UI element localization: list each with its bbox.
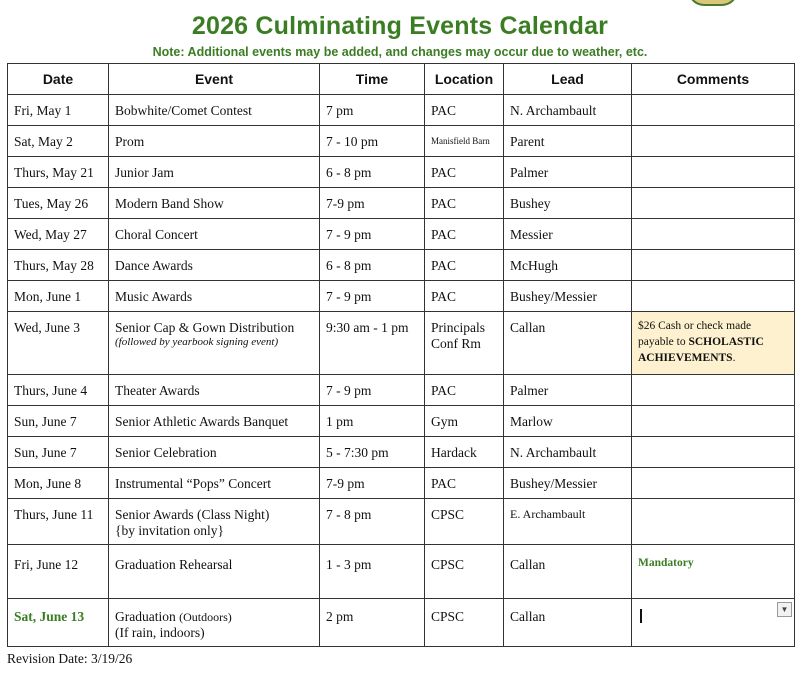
cell-date[interactable]: Fri, June 12 [8, 545, 109, 599]
cell-time[interactable]: 7 - 8 pm [320, 499, 425, 545]
header-event: Event [109, 64, 320, 95]
cell-lead[interactable]: Palmer [504, 157, 632, 188]
event-note: (followed by yearbook signing event) [115, 336, 279, 348]
cell-date[interactable]: Sat, June 13 [8, 599, 109, 647]
cell-date[interactable]: Mon, June 8 [8, 468, 109, 499]
cell-location[interactable]: CPSC [425, 545, 504, 599]
dropdown-arrow-icon[interactable]: ▼ [777, 602, 792, 617]
cell-date[interactable]: Sun, June 7 [8, 437, 109, 468]
table-row [8, 468, 795, 499]
table-row [8, 545, 795, 599]
cell-comments[interactable] [632, 375, 795, 406]
cell-location[interactable]: PAC [425, 219, 504, 250]
cell-event[interactable] [109, 312, 320, 375]
cell-event[interactable]: Music Awards [109, 281, 320, 312]
cell-event[interactable]: Senior Celebration [109, 437, 320, 468]
cell-lead[interactable]: Palmer [504, 375, 632, 406]
cell-date[interactable]: Sat, May 2 [8, 126, 109, 157]
cell-event[interactable]: Senior Athletic Awards Banquet [109, 406, 320, 437]
table-row [8, 312, 795, 375]
cell-date[interactable]: Wed, May 27 [8, 219, 109, 250]
table-row [8, 406, 795, 437]
cell-event[interactable]: Theater Awards [109, 375, 320, 406]
cell-location[interactable]: PAC [425, 281, 504, 312]
cell-time[interactable]: 7 - 9 pm [320, 281, 425, 312]
cell-event[interactable]: Graduation Rehearsal [109, 545, 320, 599]
cell-time[interactable]: 5 - 7:30 pm [320, 437, 425, 468]
cell-comments-mandatory[interactable]: Mandatory [632, 545, 795, 599]
cell-time[interactable]: 7 - 9 pm [320, 375, 425, 406]
cell-location[interactable]: PAC [425, 157, 504, 188]
cell-location[interactable]: Gym [425, 406, 504, 437]
cell-event[interactable]: Modern Band Show [109, 188, 320, 219]
cell-event[interactable]: Choral Concert [109, 219, 320, 250]
page-title: 2026 Culminating Events Calendar [191, 12, 609, 40]
cell-comments[interactable] [632, 437, 795, 468]
cell-location[interactable]: Hardack [425, 437, 504, 468]
cell-location[interactable]: CPSC [425, 499, 504, 545]
cell-comments[interactable] [632, 188, 795, 219]
cell-time[interactable]: 7-9 pm [320, 468, 425, 499]
cell-date[interactable]: Thurs, May 28 [8, 250, 109, 281]
cell-time[interactable]: 7-9 pm [320, 188, 425, 219]
cell-date[interactable]: Fri, May 1 [8, 95, 109, 126]
cell-event[interactable]: Bobwhite/Comet Contest [109, 95, 320, 126]
cell-date[interactable]: Thurs, May 21 [8, 157, 109, 188]
header-location: Location [425, 64, 504, 95]
cell-location[interactable]: PAC [425, 375, 504, 406]
comment-text: $26 Cash or check made payable to [638, 320, 752, 348]
cell-lead[interactable]: Bushey/Messier [504, 281, 632, 312]
cell-comments[interactable] [632, 219, 795, 250]
table-row [8, 375, 795, 406]
cell-lead[interactable]: Callan [504, 599, 632, 647]
event-paren: (Outdoors) [179, 610, 232, 624]
cell-lead[interactable]: Messier [504, 219, 632, 250]
table-header-row [8, 64, 795, 95]
cell-location[interactable]: PAC [425, 95, 504, 126]
cell-event[interactable] [109, 499, 320, 545]
table-row [8, 499, 795, 545]
comment-payee: SCHOLASTIC ACHIEVEMENTS [638, 336, 764, 364]
cell-time[interactable]: 1 pm [320, 406, 425, 437]
cell-event[interactable]: Junior Jam [109, 157, 320, 188]
cell-comments[interactable] [632, 281, 795, 312]
cell-lead[interactable]: Callan [504, 312, 632, 375]
cell-comments[interactable] [632, 250, 795, 281]
header-comments: Comments [632, 64, 795, 95]
cell-comments-active[interactable] [632, 599, 795, 647]
cell-comments[interactable] [632, 312, 795, 375]
header-date: Date [8, 64, 109, 95]
cell-time[interactable]: 2 pm [320, 599, 425, 647]
cell-date[interactable]: Sun, June 7 [8, 406, 109, 437]
cell-lead[interactable]: Callan [504, 545, 632, 599]
cell-lead[interactable]: E. Archambault [504, 499, 632, 545]
cell-lead[interactable]: McHugh [504, 250, 632, 281]
note-text: Note: Additional events may be added, and changes may occur due to weather, etc. [152, 45, 648, 59]
table-row [8, 95, 795, 126]
event-title: Graduation [115, 609, 176, 624]
cell-time[interactable]: 1 - 3 pm [320, 545, 425, 599]
cell-comments[interactable] [632, 95, 795, 126]
table-row [8, 188, 795, 219]
cell-date[interactable]: Thurs, June 4 [8, 375, 109, 406]
table-row [8, 281, 795, 312]
table-row [8, 599, 795, 647]
cell-comments[interactable] [632, 499, 795, 545]
table-row [8, 126, 795, 157]
cell-lead[interactable]: Bushey/Messier [504, 468, 632, 499]
cell-lead[interactable]: Parent [504, 126, 632, 157]
cell-lead[interactable]: N. Archambault [504, 437, 632, 468]
cell-location[interactable]: PAC [425, 188, 504, 219]
cell-time[interactable]: 6 - 8 pm [320, 250, 425, 281]
text-cursor [640, 609, 642, 623]
cell-location[interactable]: PAC [425, 468, 504, 499]
table-row [8, 437, 795, 468]
cell-location[interactable]: CPSC [425, 599, 504, 647]
cell-comments[interactable] [632, 126, 795, 157]
revision-date: Revision Date: 3/19/26 [7, 651, 133, 666]
events-table [7, 63, 795, 647]
cell-location[interactable]: Principals Conf Rm [425, 312, 504, 375]
header-time: Time [320, 64, 425, 95]
cell-location[interactable]: Manisfield Barn [425, 126, 504, 157]
table-row [8, 250, 795, 281]
cell-time[interactable]: 6 - 8 pm [320, 157, 425, 188]
table-row [8, 219, 795, 250]
cell-event[interactable]: Prom [109, 126, 320, 157]
cell-date[interactable]: Mon, June 1 [8, 281, 109, 312]
cell-event[interactable]: Instrumental “Pops” Concert [109, 468, 320, 499]
cell-location[interactable]: PAC [425, 250, 504, 281]
cell-time[interactable]: 7 - 9 pm [320, 219, 425, 250]
cell-lead[interactable]: Marlow [504, 406, 632, 437]
table-row [8, 157, 795, 188]
cell-date[interactable]: Thurs, June 11 [8, 499, 109, 545]
comment-period: . [732, 352, 736, 364]
cell-date[interactable]: Tues, May 26 [8, 188, 109, 219]
cell-comments[interactable] [632, 157, 795, 188]
cell-comments[interactable] [632, 468, 795, 499]
cell-time[interactable]: 7 - 10 pm [320, 126, 425, 157]
event-line2: {by invitation only} [115, 523, 224, 538]
cell-event[interactable] [109, 599, 320, 647]
cell-event[interactable]: Dance Awards [109, 250, 320, 281]
cell-comments[interactable] [632, 406, 795, 437]
cell-lead[interactable]: N. Archambault [504, 95, 632, 126]
event-title: Senior Cap & Gown Distribution [115, 320, 295, 335]
cell-time[interactable]: 7 pm [320, 95, 425, 126]
event-title: Senior Awards (Class Night) [115, 507, 270, 522]
cell-date[interactable]: Wed, June 3 [8, 312, 109, 375]
cell-lead[interactable]: Bushey [504, 188, 632, 219]
school-logo [688, 0, 738, 6]
event-line2: (If rain, indoors) [115, 625, 205, 640]
header-lead: Lead [504, 64, 632, 95]
cell-time[interactable]: 9:30 am - 1 pm [320, 312, 425, 375]
